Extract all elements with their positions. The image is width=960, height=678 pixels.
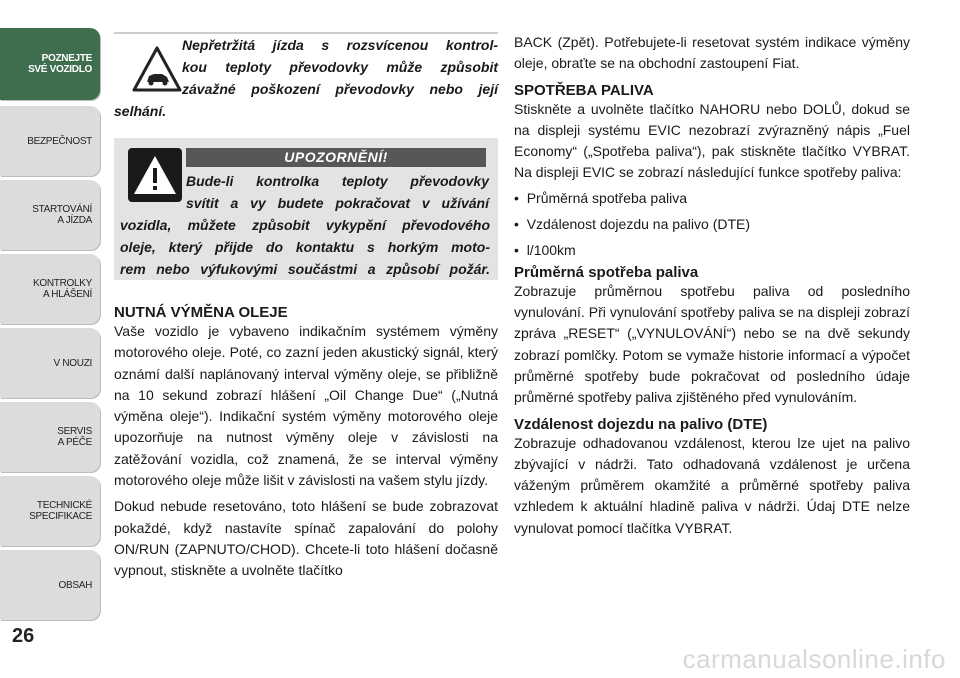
warning-top — [114, 34, 498, 122]
left-column — [114, 304, 498, 582]
tab-label: BEZPEČNOST — [27, 135, 92, 147]
list-item: • Vzdálenost dojezdu na palivo (DTE) — [514, 215, 751, 232]
exclamation-triangle-icon — [128, 148, 182, 202]
list-item-text: Vzdálenost dojezdu na palivo (DTE) — [526, 215, 751, 232]
section-sidebar — [0, 0, 102, 640]
watermark: carmanualsonline.info — [682, 644, 946, 674]
list-item: • l/100km — [514, 241, 576, 258]
subheading: Vzdálenost dojezdu na palivo (DTE) — [514, 415, 768, 433]
right-column — [514, 32, 910, 539]
caution-line: svítit a vy budete pokračovat v užívání — [186, 195, 489, 211]
page-number: 26 — [12, 625, 35, 647]
tab-servis[interactable] — [0, 402, 100, 472]
list-item-text: l/100km — [526, 241, 576, 258]
tab-label: SERVIS A PÉČE — [57, 426, 92, 448]
paragraph: Zobrazuje odhadovanou vzdálenost, kterou lze ujet na palivo zbývající v nádrži. Tato odhadovaná vzdálenost je určena váženým průměrem okamžité a průměrné spotřeby paliva vzhledem k aktuální hladině paliva v nádrži. Údaj DTE nelze vynulovat pomocí tlačítka VYBRAT. — [514, 434, 910, 536]
warning-top-text — [182, 34, 498, 100]
bullet-list — [514, 188, 910, 261]
caution-text-indented — [186, 170, 489, 214]
tab-label: TECHNICKÉ SPECIFIKACE — [29, 500, 92, 522]
warning-line: Nepřetržitá jízda s rozsvícenou kontrol- — [182, 37, 498, 53]
tab-kontrolky[interactable] — [0, 254, 100, 324]
paragraph: Dokud nebude resetováno, toto hlášení se bude zobrazovat pokaždé, když nastavíte spínač zapalování do polohy ON/RUN (ZAPNUTO/CHOD). Chcete-li toto hlášení dočasně vypnout, stiskněte a uvolněte tlačítko — [114, 498, 498, 579]
section-heading: SPOTŘEBA PALIVA — [514, 81, 654, 99]
paragraph: Vaše vozidlo je vybaveno indikačním systémem výměny motorového oleje. Poté, co zazní jeden akustický signál, který oznámí další naplánovaný interval výměny oleje, se přibližně na 10 sekund zobrazí hlášení „Oil Change Due“ („Nutná výměna oleje“). Indikační systém výměny motorového oleje upozorňuje na nutnost výměny oleje v závislosti na zatěžování vozidla, což znamená, že se interval výměny motorového oleje může lišit v závislosti na vašem stylu jízdy. — [114, 323, 498, 489]
tab-label: KONTROLKY A HLÁŠENÍ — [33, 278, 92, 300]
caution-line: Bude-li kontrolka teploty převodovky — [186, 173, 489, 189]
caution-box — [114, 138, 498, 280]
caution-line: vozidla, můžete způsobit vykypění převodového — [120, 217, 490, 233]
tab-label: POZNEJTE SVÉ VOZIDLO — [28, 53, 92, 75]
tab-technicke[interactable] — [0, 476, 100, 546]
paragraph: BACK (Zpět). Potřebujete-li resetovat systém indikace výměny oleje, obraťte se na obchodní zastoupení Fiat. — [514, 34, 910, 72]
paragraph: Zobrazuje průměrnou spotřebu paliva od posledního vynulování. Při vynulování spotřeby paliva se na displeji zobrazí zpráva „RESET“ („VYNULOVÁNÍ“) nebo se na dvě sekundy zobrazí pomlčky. Potom se vymaže historie informací a výpočet průměrné spotřeby bude pokračovat od posledního údaje průměrné spotřeby paliva zjištěného před vynulováním. — [514, 282, 910, 406]
warning-line: selhání. — [114, 103, 167, 119]
tab-v-nouzi[interactable] — [0, 328, 100, 398]
divider — [114, 32, 498, 34]
tab-obsah[interactable] — [0, 550, 100, 620]
caution-heading: UPOZORNĚNÍ! — [186, 148, 486, 167]
list-item-text: Průměrná spotřeba paliva — [526, 189, 687, 206]
section-heading: NUTNÁ VÝMĚNA OLEJE — [114, 304, 288, 321]
tab-poznejte[interactable] — [0, 28, 100, 100]
caution-line: rem nebo výfukovými součástmi a způsobí požár. — [120, 261, 490, 277]
tab-bezpecnost[interactable] — [0, 106, 100, 176]
list-item: • Průměrná spotřeba paliva — [514, 189, 687, 206]
warning-car-icon — [132, 46, 182, 92]
tab-label: V NOUZI — [53, 357, 92, 369]
tab-label: OBSAH — [58, 579, 92, 591]
tab-startovani[interactable] — [0, 180, 100, 250]
paragraph: Stiskněte a uvolněte tlačítko NAHORU nebo DOLŮ, dokud se na displeji systému EVIC nezobrazí zvýrazněný nápis „Fuel Economy“ („Spotřeba paliva“), pak stiskněte tlačítko VYBRAT. Na displeji EVIC se zobrazí následující funkce spotřeby paliva: — [514, 100, 910, 181]
caution-line: oleje, který přijde do kontaktu s horkým moto- — [120, 239, 490, 255]
subheading: Průměrná spotřeba paliva — [514, 263, 699, 281]
tab-label: STARTOVÁNÍ A JÍZDA — [32, 204, 92, 226]
warning-line: kou teploty převodovky může způsobit — [182, 59, 498, 75]
caution-text-full — [120, 214, 490, 280]
warning-line: závažné poškození převodovky nebo její — [182, 81, 498, 97]
